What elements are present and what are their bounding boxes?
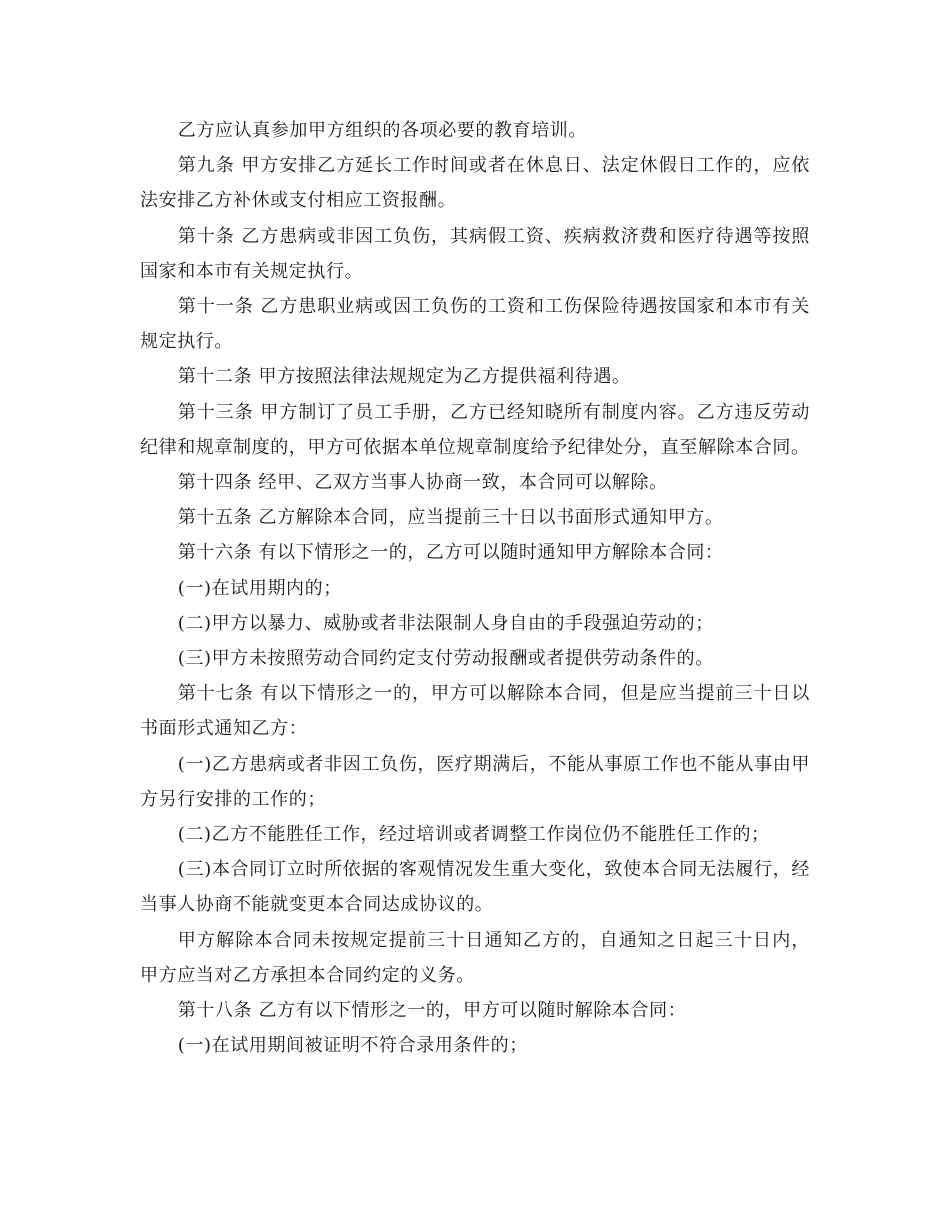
paragraph-article-10: 第十条 乙方患病或非因工负伤，其病假工资、疾病救济费和医疗待遇等按照国家和本市有关规定执行。 — [140, 225, 810, 282]
paragraph-article-15: 第十五条 乙方解除本合同，应当提前三十日以书面形式通知甲方。 — [177, 507, 724, 529]
paragraph-article-17: 第十七条 有以下情形之一的，甲方可以解除本合同，但是应当提前三十日以书面形式通知乙方： — [140, 683, 810, 740]
paragraph-training: 乙方应认真参加甲方组织的各项必要的教育培训。 — [177, 120, 587, 141]
document-body — [140, 113, 810, 1063]
paragraph-article-16-item-1: (一)在试用期内的； — [177, 577, 342, 599]
paragraph-article-11: 第十一条 乙方患职业病或因工负伤的工资和工伤保险待遇按国家和本市有关规定执行。 — [140, 296, 810, 353]
paragraph-article-12: 第十二条 甲方按照法律法规规定为乙方提供福利待遇。 — [177, 366, 631, 388]
paragraph-article-16: 第十六条 有以下情形之一的，乙方可以随时通知甲方解除本合同： — [177, 542, 724, 564]
paragraph-employer-notice: 甲方解除本合同未按规定提前三十日通知乙方的，自通知之日起三十日内，甲方应当对乙方承担本合同约定的义务。 — [140, 929, 810, 986]
paragraph-article-18: 第十八条 乙方有以下情形之一的，甲方可以随时解除本合同： — [177, 1000, 687, 1022]
paragraph-article-14: 第十四条 经甲、乙双方当事人协商一致，本合同可以解除。 — [177, 472, 668, 494]
paragraph-article-16-item-3: (三)甲方未按照劳动合同约定支付劳动报酬或者提供劳动条件的。 — [177, 648, 714, 670]
paragraph-article-17-item-3: (三)本合同订立时所依据的客观情况发生重大变化，致使本合同无法履行，经当事人协商不能就变更本合同达成协议的。 — [140, 859, 810, 916]
paragraph-article-18-item-1: (一)在试用期间被证明不符合录用条件的； — [177, 1035, 528, 1057]
paragraph-article-17-item-2: (二)乙方不能胜任工作，经过培训或者调整工作岗位仍不能胜任工作的； — [177, 824, 770, 846]
paragraph-article-17-item-1: (一)乙方患病或者非因工负伤，医疗期满后，不能从事原工作也不能从事由甲方另行安排的工作的； — [140, 753, 810, 810]
paragraph-article-16-item-2: (二)甲方以暴力、威胁或者非法限制人身自由的手段强迫劳动的； — [177, 612, 714, 634]
paragraph-article-9: 第九条 甲方安排乙方延长工作时间或者在休息日、法定休假日工作的，应依法安排乙方补休或支付相应工资报酬。 — [140, 155, 810, 212]
paragraph-article-13: 第十三条 甲方制订了员工手册，乙方已经知晓所有制度内容。乙方违反劳动纪律和规章制度的，甲方可依据本单位规章制度给予纪律处分，直至解除本合同。 — [140, 401, 810, 458]
